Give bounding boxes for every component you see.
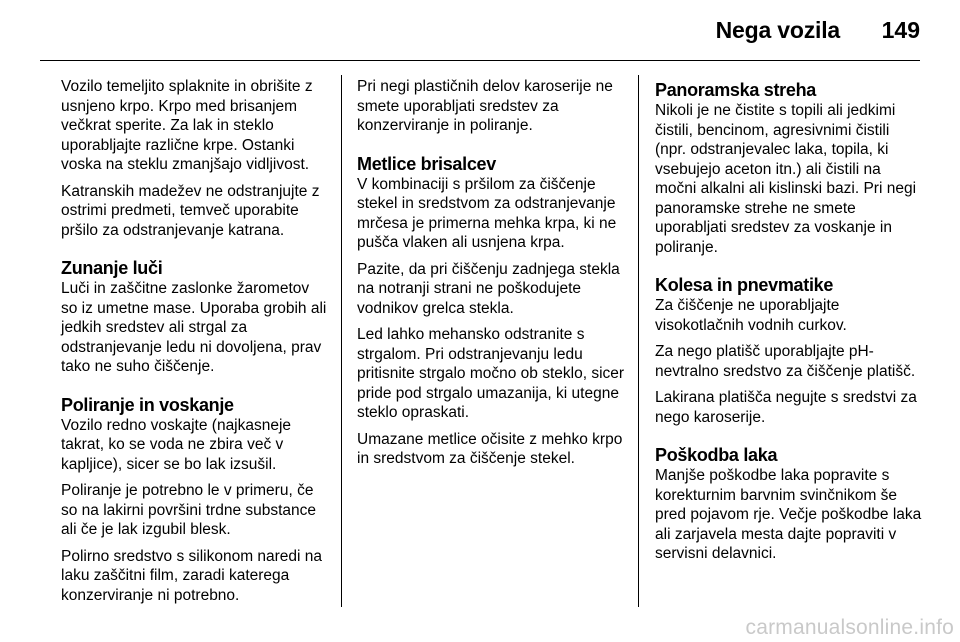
paragraph: Umazane metlice očisite z mehko krpo in sredstvom za čiščenje stekel. [357,430,623,467]
watermark: carmanualsonline.info [745,616,954,639]
page-number: 149 [881,17,920,43]
section-heading: Metlice brisalcev [357,153,496,174]
paragraph: Nikoli je ne čistite s topili ali jedkimi čistili, bencinom, agresivnimi čistili (npr. odstranjevalec laka, topila, ki vsebujejo aceton itn.) ali čistili na močni alkalni ali kislinski bazi. Pri negi panoramske strehe ne smete uporabljati sredstev za voskanje in poliranje. [655,102,917,256]
text-column-2 [357,77,627,476]
paragraph: Poliranje je potrebno le v primeru, če so na lakirni površini trdne substance ali če je lak izgubil blesk. [61,482,317,538]
column-divider [341,75,342,607]
paragraph: Vozilo redno voskajte (najkasneje takrat, ko se voda ne zbira več v kapljice), sicer se bo lak izsušil. [61,416,292,473]
paragraph: Luči in zaščitne zaslonke žarometov so iz umetne mase. Uporaba grobih ali jedkih sredstev ali strgal za odstranjevanje ledu ni dovoljena, prav tako ne suho čiščenje. [61,280,327,375]
paragraph: Manjše poškodbe laka popravite s korekturnim barvnim svinčnikom še pred pojavom rje. Večje poškodbe laka ali zarjavela mesta dajte popraviti v servisni delavnici. [655,467,922,562]
section-heading: Panoramska streha [655,80,816,100]
section-heading: Poliranje in voskanje [61,394,234,415]
text-column-1 [61,77,328,612]
paragraph: Pri negi plastičnih delov karoserije ne smete uporabljati sredstev za konzerviranje in poliranje. [357,78,613,134]
header-rule [40,60,920,61]
text-column-3 [655,77,923,571]
paragraph: Za nego platišč uporabljajte pH-nevtralno sredstvo za čiščenje platišč. [655,343,916,380]
paragraph: Polirno sredstvo s silikonom naredi na laku zaščitni film, zaradi katerega konzerviranje ni potrebno. [61,547,323,604]
paragraph: Pazite, da pri čiščenju zadnjega stekla na notranji strani ne poškodujete vodnikov grelca stekla. [357,260,620,317]
paragraph: Vozilo temeljito splaknite in obrišite z usnjeno krpo. Krpo med brisanjem večkrat sperite. Za lak in steklo uporabljajte različne krpe. Ostanki voska na steklu zmanjšajo vidljivost. [61,78,313,173]
section-heading: Kolesa in pnevmatike [655,275,834,295]
paragraph: Katranskih madežev ne odstranjujte z ostrimi predmeti, temveč uporabite pršilo za odstranjevanje katrana. [61,182,320,239]
paragraph: Led lahko mehansko odstranite s strgalom. Pri odstranjevanju ledu pritisnite strgalo močno ob steklo, sicer pride pod strgalo umazanija, ki utegne steklo opraskati. [357,326,625,421]
column-divider [638,75,639,607]
section-heading: Poškodba laka [655,445,778,465]
paragraph: Za čiščenje ne uporabljajte visokotlačnih vodnih curkov. [655,297,847,334]
section-heading: Zunanje luči [61,258,163,278]
paragraph: V kombinaciji s pršilom za čiščenje stekel in sredstvom za odstranjevanje mrčesa je primerna mehka krpa, ki ne pušča vlaken ali usnjena krpa. [357,175,617,251]
page-title: Nega vozila [715,17,840,43]
paragraph: Lakirana platišča negujte s sredstvi za nego karoserije. [655,389,917,426]
